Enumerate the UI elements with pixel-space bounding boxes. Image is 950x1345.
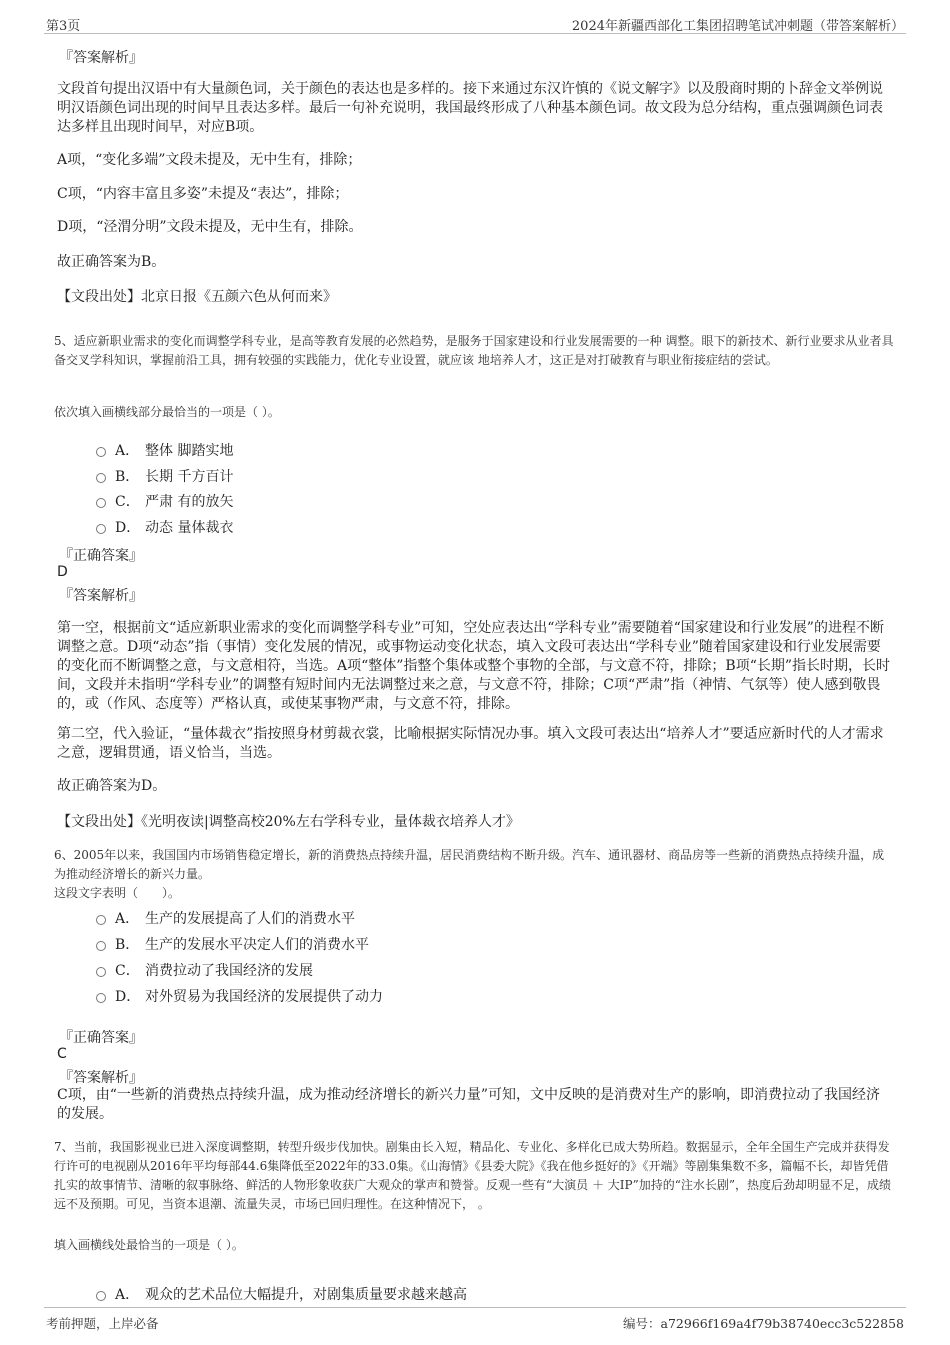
q5-prompt: 依次填入画横线部分最恰当的一项是（ ）。 (54, 405, 280, 419)
document-title: 2024年新疆西部化工集团招聘笔试冲刺题（带答案解析） (571, 19, 904, 34)
option-text: 长期 千方百计 (145, 469, 234, 485)
option-letter: D． (115, 520, 141, 536)
footer-divider (44, 1307, 906, 1308)
option-letter: A． (115, 1287, 140, 1303)
option-text: 严肃 有的放矢 (145, 494, 234, 510)
option-letter: C． (115, 963, 140, 979)
q6-stem: 6、2005年以来，我国国内市场销售稳定增长，新的消费热点持续升温，居民消费结构不断升级。汽车、通讯器材、商品房等一些新的消费热点持续升温，成为推动经济增长的新兴力量。 (54, 848, 885, 881)
radio-icon[interactable] (96, 1291, 106, 1301)
q5-option-c[interactable] (96, 491, 233, 511)
q4-analysis-label: 『答案解析』 (59, 50, 143, 66)
q6-analysis-para: C项，由“一些新的消费热点持续升温，成为推动经济增长的新兴力量”可知，文中反映的是消费对生产的影响，即消费拉动了我国经济的发展。 (57, 1087, 881, 1122)
radio-icon[interactable] (96, 915, 106, 925)
q4-analysis-para: 文段首句提出汉语中有大量颜色词，关于颜色的表达也是多样的。接下来通过东汉许慎的《说文解字》以及殷商时期的卜辞金文举例说明汉语颜色词出现的时间早且表达多样。最后一句补充说明，我国最终形成了八种基本颜色词。故文段为总分结构，重点强调颜色词表达多样且出现时间早，对应B项。 (57, 81, 883, 135)
q4-source: 【文段出处】北京日报《五颜六色从何而来》 (57, 289, 337, 305)
option-letter: B． (115, 937, 140, 953)
option-letter: D． (115, 989, 141, 1005)
q6-option-a[interactable] (96, 908, 355, 928)
q6-option-b[interactable] (96, 934, 369, 954)
q5-analysis-para1: 第一空，根据前文“适应新职业需求的变化而调整学科专业”可知，空处应表达出“学科专业”需要随着“国家建设和行业发展”的进程不断调整之意。D项“动态”指（事情）变化发展的情况，或事物运动变化状态，填入文段可表达出“学科专业”随着国家建设和行业发展需要的变化而不断调整之意，与文意相符，当选。A项“整体”指整个集体或整个事物的全部，与文意不符，排除；B项“长期”指长时期，长时间，文段并未指明“学科专业”的调整有短时间内无法调整过来之意，与文意不符，排除；C项“严肃”指（神情、气氛等）使人感到敬畏的，或（作风、态度等）严格认真，或使某事物严肃，与文意不符，排除。 (57, 620, 891, 712)
q7-stem: 7、当前，我国影视业已进入深度调整期，转型升级步伐加快。剧集由长入短，精品化、专业化、多样化已成大势所趋。数据显示，全年全国生产完成并获得发行许可的电视剧从2016年平均每部44.6集降低至2022年的33.0集。《山海情》《县委大院》《我在他乡挺好的》《开端》等剧集集数不多，篇幅不长，却皆凭借扎实的故事情节、清晰的叙事脉络、鲜活的人物形象收获广大观众的掌声和赞誉。反观一些有“大演员 ＋ 大IP”加持的“注水长剧”，热度后劲却明显不足，成绩远不及预期。可见，当资本退潮、流量失灵，市场已回归理性。在这种情况下， 。 (54, 1140, 891, 1211)
footer-slogan: 考前押题，上岸必备 (46, 1316, 159, 1331)
radio-icon[interactable] (96, 941, 106, 951)
q7-prompt: 填入画横线处最恰当的一项是（ ）。 (54, 1238, 244, 1252)
q5-answer-label: 『正确答案』 (59, 548, 143, 564)
q5-conclusion: 故正确答案为D。 (57, 778, 167, 794)
q5-option-d[interactable] (96, 517, 233, 537)
q5-analysis-label: 『答案解析』 (59, 588, 143, 604)
q5-stem: 5、适应新职业需求的变化而调整学科专业，是高等教育发展的必然趋势，是服务于国家建设和行业发展需要的一种 调整。眼下的新技术、新行业要求从业者具备交叉学科知识，掌握前沿工具，拥有较强的实践能力，优化专业设置，就应该 地培养人才，这正是对打破教育与职业衔接症结的尝试。 (54, 334, 894, 367)
option-text: 对外贸易为我国经济的发展提供了动力 (145, 989, 383, 1005)
q4-option-c-note: C项，“内容丰富且多姿”未提及“表达”，排除； (57, 186, 349, 202)
q5-option-b[interactable] (96, 466, 233, 486)
q6-answer-label: 『正确答案』 (59, 1030, 143, 1046)
q6-option-c[interactable] (96, 960, 313, 980)
q6-option-d[interactable] (96, 986, 383, 1006)
option-text: 整体 脚踏实地 (145, 443, 234, 459)
option-text: 生产的发展提高了人们的消费水平 (145, 911, 355, 927)
radio-icon[interactable] (96, 967, 106, 977)
radio-icon[interactable] (96, 473, 106, 483)
option-letter: C． (115, 494, 140, 510)
option-letter: A． (115, 911, 140, 927)
q5-source: 【文段出处】《光明夜读|调整高校20%左右学科专业，量体裁衣培养人才》 (57, 814, 520, 830)
document-code: 编号：a72966f169a4f79b38740ecc3c522858 (623, 1316, 904, 1331)
option-text: 生产的发展水平决定人们的消费水平 (145, 937, 369, 953)
q6-prompt: 这段文字表明（ ）。 (54, 886, 181, 900)
radio-icon[interactable] (96, 524, 106, 534)
q5-answer: D (57, 564, 68, 580)
page-number: 第3页 (46, 19, 81, 34)
option-text: 消费拉动了我国经济的发展 (145, 963, 313, 979)
radio-icon[interactable] (96, 447, 106, 457)
option-text: 观众的艺术品位大幅提升，对剧集质量要求越来越高 (145, 1287, 467, 1303)
option-text: 动态 量体裁衣 (145, 520, 234, 536)
q4-option-a-note: A项，“变化多端”文段未提及，无中生有，排除； (57, 152, 362, 168)
option-letter: A． (115, 443, 140, 459)
q6-analysis-label: 『答案解析』 (59, 1070, 143, 1086)
q6-answer: C (57, 1046, 67, 1062)
q4-conclusion: 故正确答案为B。 (57, 254, 166, 270)
q4-option-d-note: D项，“泾渭分明”文段未提及，无中生有，排除。 (57, 219, 363, 235)
radio-icon[interactable] (96, 993, 106, 1003)
radio-icon[interactable] (96, 498, 106, 508)
option-letter: B． (115, 469, 140, 485)
q5-analysis-para2: 第二空，代入验证，“量体裁衣”指按照身材剪裁衣裳，比喻根据实际情况办事。填入文段可表达出“培养人才”要适应新时代的人才需求之意，逻辑贯通，语义恰当，当选。 (57, 726, 884, 761)
q5-option-a[interactable] (96, 440, 233, 460)
q7-option-a[interactable] (96, 1284, 467, 1304)
header-divider (44, 33, 906, 34)
